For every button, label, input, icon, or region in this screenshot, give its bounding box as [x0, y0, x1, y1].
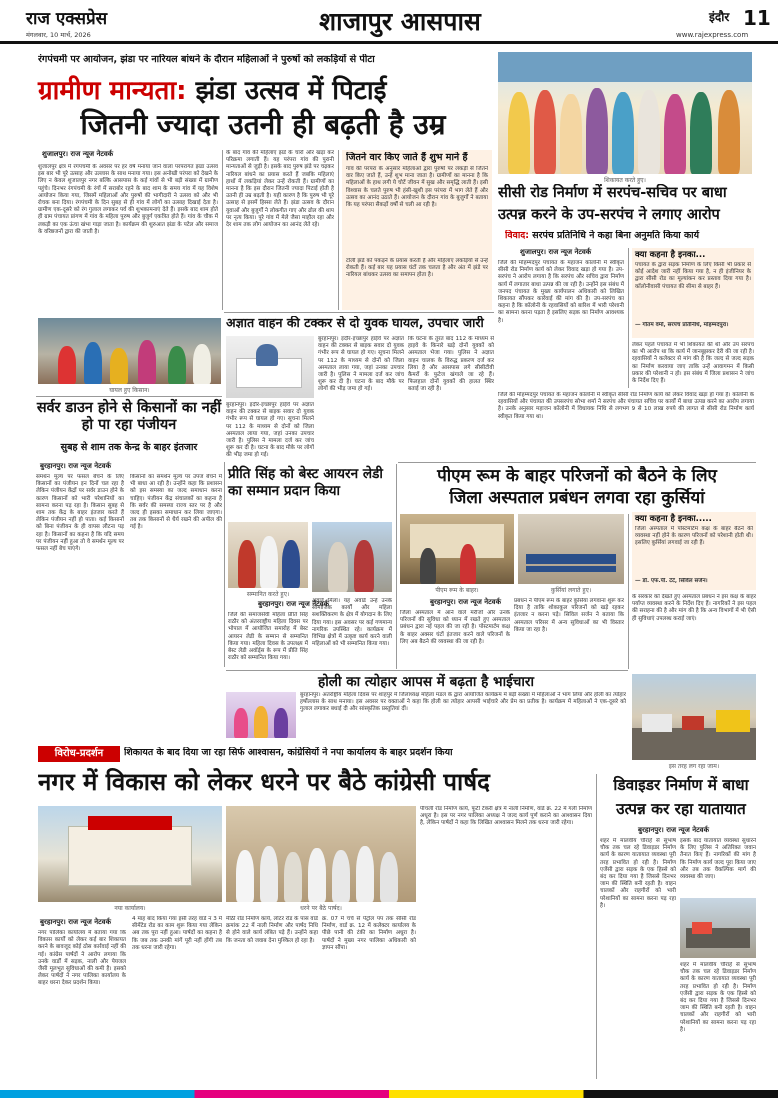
lead-title-black: झंडा उत्सव में पिटाई	[195, 76, 387, 106]
divider-photo	[632, 674, 756, 760]
lead-col-2: के बाद गांव की महिलाएं झंडे के चारों ओर खड़ा कर परिक्रमा लगाती हैं। यह परंपरा गांव की पुरानी मान्यताओं से जुड़ी है। इसके बाद पुरुष झंडे पर चढ़कर नारियल बांधने का प्रयास करते हैं जबकि महिलाएं हाथों में लकड़ियां लेकर उन्हें रोकती हैं। ग्रामीणों का मानना है कि इस दौरान जितनी ज्यादा पिटाई होती है उतनी ही उम्र बढ़ती है। यही कारण है कि पुरुष भी पूरे उत्साह से इसमें हिस्सा लेते हैं। झंडा उत्सव के दौरान युवाओं और बुजुर्गों ने लोकगीत गाए और ढोल की थाप पर नृत्य किया। पूरे गांव में मेले जैसा माहौल रहा और देर शाम तक लोग आयोजन का आनंद लेते रहे।	[226, 150, 334, 229]
priti-photo-caption: सम्मानित करते हुए।	[246, 591, 290, 598]
protest-title: नगर में विकास को लेकर धरने पर बैठे कांग्रेसी पार्षद	[38, 768, 490, 796]
pm-say-name: — डॉ. एफ.पी. टेटे, सिविल सर्जन।	[635, 578, 708, 584]
priti-photo	[228, 522, 308, 588]
lead-title-2: जितनी ज्यादा उतनी ही बढ़ती है उम्र	[80, 108, 446, 141]
lead-photo	[38, 318, 221, 384]
pm-title-2: जिला अस्पताल प्रबंधन लगवा रहा कुर्सियां	[449, 488, 705, 508]
cc-title-2: उत्पन्न करने के उप-सरपंच ने लगाए आरोप	[498, 206, 720, 223]
holi-photo	[226, 692, 296, 738]
pm-title-1: पीएम रूम के बाहर परिजनों को बैठने के लिए	[437, 466, 717, 486]
lead-side-text: गांव की परंपरा के अनुसार महिलाओं द्वारा पुरुषों पर लकड़ी से जितने वार किए जाते हैं, उन्हें शुभ माना जाता है। ग्रामीणों का मानना है कि महिलाओं के हाथ लगी ये चोटें जीवन में सुख और समृद्धि लाती हैं। इसी विश्वास के चलते पुरुष भी हंसी-खुशी इस परंपरा में भाग लेते हैं और उत्सव का आनंद उठाते हैं। आयोजन के दौरान गांव के बुजुर्गों ने बताया कि यह परंपरा सैकड़ों वर्षों से चली आ रही है।	[346, 166, 488, 209]
priti-photo-2	[312, 522, 392, 592]
cc-right-text: लेकर पहले पंचायत में भी शिकायत की थी और उप सरपंच का भी आरोप था कि कार्य में जानबूझकर देरी की जा रही है। रहवासियों ने कलेक्टर से मांग की है कि जल्द से जल्द सड़क का निर्माण करवाया जाए ताकि उन्हें आवागमन में किसी प्रकार की परेशानी न हो। इस संबंध में जिला प्रशासन ने जांच के निर्देश दिए हैं।	[632, 342, 754, 385]
protest-label: विरोध-प्रदर्शन	[38, 746, 120, 762]
pm-text: जिला अस्पताल में आने वाले मरीजों और उनके परिजनों की सुविधा को ध्यान में रखते हुए अस्पताल प्रबंधन द्वारा नई पहल की जा रही है। पोस्टमार्टम कक्ष के बाहर अक्सर घंटों इंतजार करने वाले परिजनों के लिए अब बैठने की व्यवस्था की जा रही है।	[400, 610, 510, 645]
cc-byline: शुजालपुर। राज न्यूज नेटवर्क	[520, 248, 592, 256]
divider-title-2: उत्पन्न कर रहा यातायात	[616, 800, 746, 818]
divider-photo-2	[680, 898, 756, 958]
issue-date: मंगलवार, 10 मार्च, 2026	[26, 31, 91, 39]
server-byline: बुरहानपुर। राज न्यूज नेटवर्क	[40, 462, 111, 470]
protest-byline: बुरहानपुर। राज न्यूज नेटवर्क	[40, 918, 111, 926]
lead-col-1: शुजालपुर क्षेत्र में रंगपंचमी के अवसर पर हर वर्ष मनाया जाने वाला परंपरागत झंडा उत्सव इस बार भी पूरे उत्साह और उल्लास के साथ मनाया गया। इस अनोखी परंपरा को देखने के लिए न केवल शुजालपुर नगर बल्कि आसपास के कई गांवों से भी बड़ी संख्या में ग्रामीण पहुंचे। दिनभर रंगपंचमी के रंगों में सराबोर रहने के बाद शाम के समय गांव में यह विशेष आयोजन किया गया, जिसमें महिलाओं और पुरुषों की भागीदारी ने उत्सव को और भी रोचक बना दिया। रंगपंचमी के दिन सुबह से ही गांव में लोगों का उत्साह दिखाई देता है। ग्रामीण एक-दूसरे को रंग गुलाल लगाकर पर्व की शुभकामनाएं देते हैं। इसके बाद शाम होते ही ग्राम पंचायत प्रांगण में गांव के महिला पुरुष और बुजुर्ग एकत्रित होते हैं। गांव के चौक में लकड़ी का एक ऊंचा खंभा गाड़ा जाता है। कार्यक्रम की शुरुआत झंडा के पटेल और समाज के वरिष्ठजनों द्वारा की जाती है।	[38, 164, 218, 235]
accident-photo	[226, 336, 314, 398]
pm-photo-2	[518, 514, 624, 584]
protest-text-3: मीठी रोड निर्माण कार्य, लॉटर रोड के पास वार्ड क्रमांक 22 में नाली निर्माण और पार्षद निधि से होने वाले कार्य लंबित पड़े हैं। उन्होंने कहा कि जनता को जवाब देना मुश्किल हो रहा है।	[226, 916, 318, 944]
cc-kicker-text: सरपंच प्रतिनिधि ने कहा बिना अनुमति किया कार्य	[532, 230, 700, 241]
lead-title-red: ग्रामीण मान्यता:	[38, 76, 187, 106]
accident-text-2: कि घटना के तुरंत बाद 112 के माध्यम से हाइवे के किनारे खड़े दोनों युवकों को अस्पताल भेजा गया। पुलिस ने अज्ञात वाहन चालक के विरुद्ध प्रकरण दर्ज कर लिया है और आसपास लगे सीसीटीवी कैमरों के फुटेज खंगाले जा रहे हैं। फिलहाल दोनों युवकों की हालत स्थिर बताई जा रही है।	[408, 336, 494, 393]
edition-city: इंदौर	[709, 10, 730, 24]
pm-right-text: के सरकार को देखते हुए अस्पताल प्रबंधन ने इस कक्ष के बाहर पर्याप्त व्यवस्था करने के निर्देश दिए हैं। नागरिकों ने इस पहल की सराहना की है और मांग की है कि अन्य विभागों में भी ऐसी ही सुविधाएं उपलब्ध कराई जाएं।	[632, 594, 756, 622]
server-text-2: किसानों का समर्थन मूल्य पर उपज बेचने में भी बाधा आ रही है। उन्होंने कहा कि प्रशासन को इस समस्या का जल्द समाधान करना चाहिए। पंजीयन केंद्र संचालकों का कहना है कि सर्वर की समस्या राज्य स्तर पर है और जल्द ही इसका समाधान कर लिया जाएगा। तब तक किसानों से धैर्य रखने की अपील की गई है।	[130, 474, 222, 531]
section-title: शाजापुर आसपास	[319, 7, 481, 36]
pm-photo-2-caption: कुर्सियां लगाते हुए।	[550, 587, 592, 594]
complaint-photo	[498, 52, 752, 174]
protest-text-5: पीचली रोड निर्माण कार्य, फूटी टेकरी क्षेत्र में नाली निर्माण, वार्ड क्र. 22 में गली निर्माण अधूरा है। इस पर नगर पालिका अध्यक्ष ने जल्द कार्य पूर्ण कराने का आश्वासन दिया है, लेकिन पार्षदों ने कहा कि लिखित आश्वासन मिलने तक धरना जारी रहेगा।	[420, 806, 592, 827]
lead-title	[38, 76, 488, 107]
website-url: www.rajexpress.com	[676, 31, 749, 39]
priti-text-2: अवार्ड मिला। यह अवार्ड उन्हें उनके सामाजिक कार्यों और महिला सशक्तिकरण के क्षेत्र में योगदान के लिए दिया गया। इस अवसर पर कई गणमान्य नागरिक उपस्थित रहे। कार्यक्रम में विभिन्न क्षेत्रों में उत्कृष्ट कार्य करने वाली महिलाओं को भी सम्मानित किया गया।	[312, 598, 392, 648]
pm-byline: बुरहानपुर। राज न्यूज नेटवर्क	[430, 598, 501, 606]
priti-byline: बुरहानपुर। राज न्यूज नेटवर्क	[258, 600, 329, 608]
divider-photo-caption: इस तरह लग रहा जाम।	[668, 763, 720, 770]
cc-title-1: सीसी रोड निर्माण में सरपंच-सचिव पर बाधा	[498, 184, 727, 201]
accident-title: अज्ञात वाहन की टक्कर से दो युवक घायल, उपचार जारी	[226, 316, 484, 330]
protest-photo-2-caption: धरने पर बैठे पार्षद।	[300, 905, 342, 912]
paper-name: राज एक्सप्रेस	[26, 9, 108, 29]
pm-text-2: प्रबंधन ने पीएम रूम के बाहर कुर्सियां लगवाना शुरू कर दिया है ताकि शोकाकुल परिजनों को खड़े रहकर इंतजार न करना पड़े। सिविल सर्जन ने बताया कि अस्पताल परिसर में अन्य सुविधाओं का भी विस्तार किया जा रहा है।	[514, 598, 624, 633]
cc-say-title: क्या कहना है इनका...	[635, 250, 706, 260]
protest-photo-1	[38, 806, 222, 902]
protest-text: नगर पालिका कार्यालय में बताया गया कि विकास कार्यों को लेकर कई बार शिकायत करने के बावजूद कोई ठोस कार्रवाई नहीं की गई। कांग्रेस पार्षदों ने आरोप लगाया कि उनके वार्डों में सड़क, नाली और पेयजल जैसी मूलभूत सुविधाओं की कमी है। इसको लेकर पार्षदों ने नगर पालिका कार्यालय के बाहर धरना देकर प्रदर्शन किया।	[38, 930, 126, 987]
divider-text-3: शहर में मालवीय चौराहे से सुभाष चौक तक चल रहे डिवाइडर निर्माण कार्य के कारण यातायात व्यवस्था पूरी तरह प्रभावित हो रही है। निर्माण एजेंसी द्वारा सड़क के एक हिस्से को बंद कर दिया गया है जिससे दिनभर जाम की स्थिति बनी रहती है। वाहन चालकों और राहगीरों को भारी परेशानियों का सामना करना पड़ रहा है।	[680, 962, 756, 1033]
protest-photo-1-caption: नया कार्यालय।	[114, 905, 146, 912]
server-text: समर्थन मूल्य पर फसल बेचने के लिए किसानों का पंजीयन इन दिनों चल रहा है लेकिन पंजीयन केंद्रों पर सर्वर डाउन होने के कारण किसानों को भारी परेशानियों का सामना करना पड़ रहा है। किसान सुबह से शाम तक केंद्र के बाहर इंतजार करते हैं लेकिन पंजीयन नहीं हो पाता। कई किसानों को बिना पंजीयन के ही वापस लौटना पड़ रहा है। किसानों का कहना है कि यदि समय पर पंजीयन नहीं हुआ तो वे समर्थन मूल्य पर फसल नहीं बेच पाएंगे।	[36, 474, 124, 553]
server-title: सर्वर डाउन होने से किसानों का नहीं हो पा रहा पंजीयन	[36, 400, 222, 433]
accident-text-3: बुरहानपुर। इंदौर-इच्छापुर हाईवे पर अज्ञात वाहन की टक्कर से बाइक सवार दो युवक गंभीर रूप से घायल हो गए। सूचना मिलने पर 112 के माध्यम से दोनों को जिला अस्पताल लाया गया, जहां उनका उपचार जारी है। पुलिस ने मामला दर्ज कर जांच शुरू कर दी है। घटना के बाद मौके पर लोगों की भीड़ जमा हो गई।	[226, 402, 314, 459]
divider-text-2: इसके बाद यातायात व्यवस्था सुधारने के लिए पुलिस ने अतिरिक्त जवान तैनात किए हैं। नागरिकों की मांग है कि निर्माण कार्य जल्द पूरा किया जाए और तब तक वैकल्पिक मार्ग की व्यवस्था की जाए।	[680, 838, 756, 881]
pm-say-text: जिला अस्पताल में पोस्टमार्टम कक्ष के बाहर बैठने की व्यवस्था नहीं होने के कारण परिजनों को परेशानी होती थी। इसलिए कुर्सियां लगवाई जा रही हैं।	[635, 526, 753, 547]
cc-text-2: जिले की मोहम्मदपुर पंचायत के महाजन कॉलोनी में स्वीकृत सीसी रोड निर्माण कार्य को लेकर विवाद खड़ा हो गया है। कॉलोनी के रहवासियों और पंचायत की उपसरपंच सोभा शर्मा ने सरपंच और पंचायत सचिव पर कार्यों में बाधा उत्पन्न करने का आरोप लगाया है। उनके अनुसार महाजन कॉलोनी में विधायक निधि से लगभग 9 से 10 लाख रुपये की लागत से सीसी रोड निर्माण कार्य स्वीकृत किया गया था।	[498, 392, 754, 420]
protest-kicker: शिकायत के बाद दिया जा रहा सिर्फ आश्वासन, कांग्रेसियों ने नपा कार्यालय के बाहर प्रदर्शन किया	[124, 747, 453, 758]
divider-title-1: डिवाइडर निर्माण में बाधा	[613, 776, 749, 794]
server-subtitle: सुबह से शाम तक केन्द्र के बाहर इंतजार	[60, 442, 198, 453]
protest-text-2: 4 माह बाद किया गया इसी तरह वार्ड नं 3 में सीमेंटेड रोड का काम शुरू किया गया लेकिन अब तक पूरा नहीं हुआ। पार्षदों का कहना है कि जब तक उनकी मांगें पूरी नहीं होंगी तब तक धरना जारी रहेगा।	[132, 916, 222, 951]
masthead	[0, 0, 778, 44]
lead-side-title: जितने वार किए जाते हैं शुभ माने हैं	[346, 152, 468, 163]
lead-byline: शुजालपुर। राज न्यूज नेटवर्क	[42, 150, 114, 158]
cc-say-text: पंचायत के द्वारा सड़क निर्माण के लिए किसी भी प्रकार से कोई आदेश जारी नहीं किया गया है, न ही इंजीनियर के द्वारा सीसी रोड का मूल्यांकन कर प्रस्ताव दिया गया है। कॉलोनीवासी पंचायत की सीमा से बाहर हैं।	[635, 262, 751, 290]
cc-photo-caption: शिकायत करते हुए।	[604, 177, 646, 184]
cc-kicker	[505, 230, 755, 241]
priti-text: जिले की समाजसेवी महिला प्रीति सिंह राठौर को अंतरराष्ट्रीय महिला दिवस पर भोपाल में आयोजित समारोह में बेस्ट आयरन लेडी के सम्मान से सम्मानित किया गया। महिला दिवस के उपलक्ष्य में बेस्ट लेडी अवॉर्ड्स के रूप में प्रीति सिंह राठौर को सम्मानित किया गया।	[228, 612, 308, 662]
protest-text-4: क्र. 07 में चर्च से पेट्रोल पंप तक सीसी रोड निर्माण, वार्ड क्र. 12 में कलेक्टर कार्यालय के पीछे पानी की टंकी का निर्माण अधूरा है। पार्षदों ने मुख्य नगर पालिका अधिकारी को ज्ञापन सौंपा।	[322, 916, 416, 951]
priti-title: प्रीति सिंह को बेस्ट आयरन लेडी का सम्मान प्रदान किया	[228, 466, 383, 499]
footer-color-strip	[0, 1090, 778, 1098]
pm-photo-1-caption: पीएम रूम के बाहर।	[435, 587, 479, 594]
pm-photo-1	[400, 514, 514, 584]
holi-title: होली का त्योहार आपस में बढ़ता है भाईचारा	[317, 674, 535, 690]
cc-say-name: — गौतम वर्मा, सरपंच प्रतिनिधि, मोहम्मदपुरा।	[635, 322, 729, 328]
holi-text: बुरहानपुर। अंतर्राष्ट्रीय महिला दिवस पर शाहपुर में जिलाध्यक्ष महिला मंडल के द्वारा आयोजित कार्यक्रम में बड़ी संख्या में महिलाओं ने भाग लिया और होली का त्योहार हर्षोल्लास के साथ मनाया। इस अवसर पर वक्ताओं ने कहा कि होली का त्योहार आपसी भाईचारे और प्रेम का प्रतीक है। कार्यक्रम में महिलाओं ने एक-दूसरे को गुलाल लगाकर बधाई दी और सांस्कृतिक प्रस्तुतियां दीं।	[300, 692, 626, 713]
protest-photo-2	[226, 806, 416, 902]
lead-kicker: रंगपंचमी पर आयोजन, झंडा पर नारियल बांधने के दौरान महिलाओं ने पुरुषों को लकड़ियों से पीटा	[38, 54, 375, 65]
cc-kicker-red: विवाद:	[505, 230, 530, 241]
lead-side-text-2: टोली झंडे को पकड़ने के प्रयास करती है और महिलाएं लकड़ियों से उन्हें रोकती हैं। कई बार यह प्रयास घंटों तक चलता है और अंत में झंडे पर नारियल बांधकर उत्सव का समापन होता है।	[346, 258, 488, 279]
pm-say-title: क्या कहना है इनका.....	[635, 514, 712, 524]
page-number: 11	[743, 6, 771, 30]
divider-text: शहर में मालवीय चौराहे से सुभाष चौक तक चल रहे डिवाइडर निर्माण कार्य के कारण यातायात व्यवस्था पूरी तरह प्रभावित हो रही है। निर्माण एजेंसी द्वारा सड़क के एक हिस्से को बंद कर दिया गया है जिससे दिनभर जाम की स्थिति बनी रहती है। वाहन चालकों और राहगीरों को भारी परेशानियों का सामना करना पड़ रहा है।	[600, 838, 676, 909]
divider-byline: बुरहानपुर। राज न्यूज नेटवर्क	[638, 826, 709, 834]
accident-photo-caption: घायल हुए किसान।	[109, 387, 150, 394]
cc-text: जिले की मोहम्मदपुर पंचायत के महाजन कॉलोनी में स्वीकृत सीसी रोड निर्माण कार्य को लेकर विवाद खड़ा हो गया है। उप-सरपंच ने आरोप लगाया है कि सरपंच और सचिव द्वारा निर्माण कार्य में लगातार बाधा उत्पन्न की जा रही है। उन्होंने इस संबंध में जनपद पंचायत के मुख्य कार्यपालन अधिकारी को लिखित शिकायत सौंपकर कार्रवाई की मांग की है। उप-सरपंच का कहना है कि कॉलोनी के रहवासियों को बारिश में भारी परेशानी का सामना करना पड़ता है इसलिए सड़क का निर्माण आवश्यक है।	[498, 260, 624, 324]
accident-text: बुरहानपुर। इंदौर-इच्छापुर हाईवे पर अज्ञात वाहन की टक्कर से बाइक सवार दो युवक गंभीर रूप से घायल हो गए। सूचना मिलने पर 112 के माध्यम से दोनों को जिला अस्पताल लाया गया, जहां उनका उपचार जारी है। पुलिस ने मामला दर्ज कर जांच शुरू कर दी है। घटना के बाद मौके पर लोगों की भीड़ जमा हो गई।	[318, 336, 404, 393]
